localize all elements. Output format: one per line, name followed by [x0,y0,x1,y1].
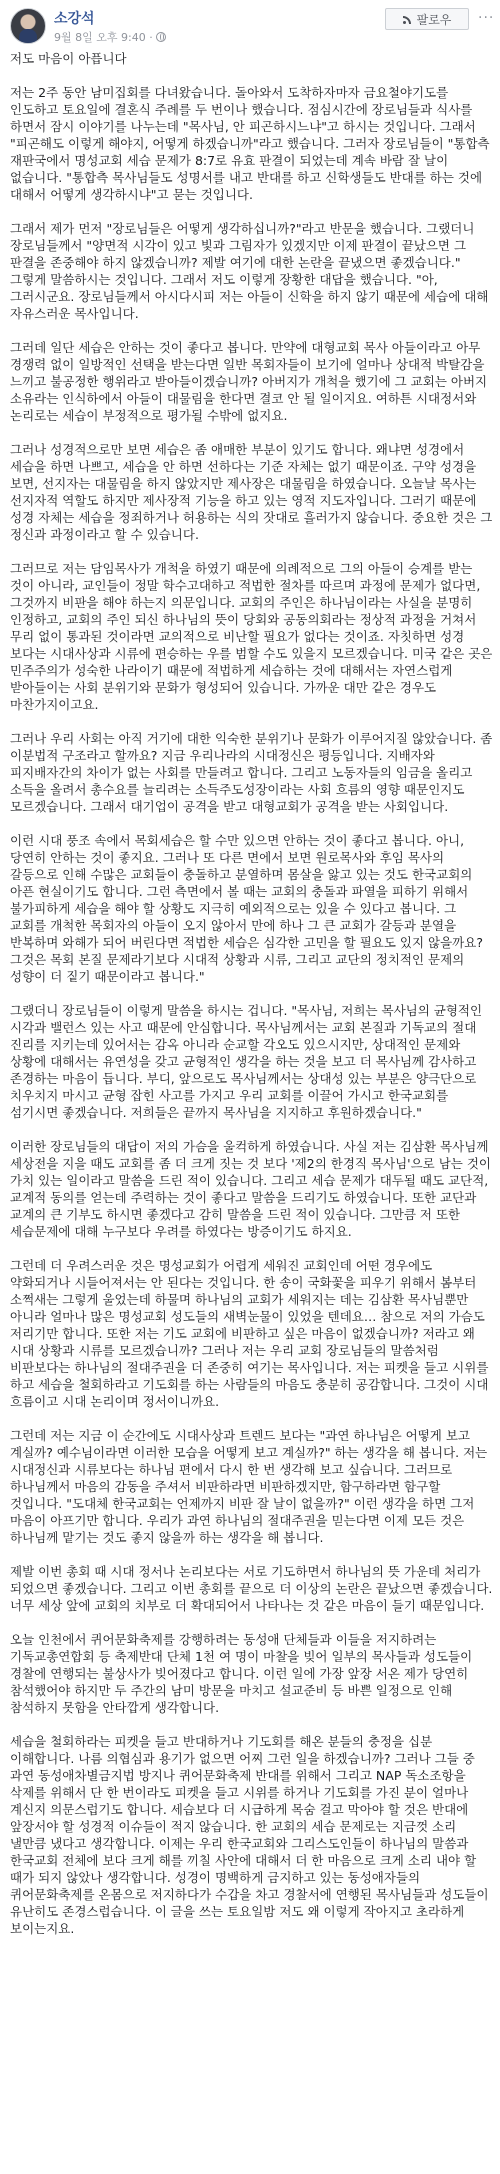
more-icon[interactable]: ··· [478,10,495,26]
post-paragraph: 이런 시대 풍조 속에서 목회세습은 할 수만 있으면 안하는 것이 좋다고 봅니다. 아니, 당연히 안하는 것이 좋지요. 그러나 또 다른 면에서 보면 원로목사와 후임 목사의 갈등으로 인해 수많은 교회들이 충돌하고 분열하며 몸살을 앓고 있는 것도 한국교회의 아픈 현실이기도 합니다. 그런 측면에서 볼 때는 교회의 충돌과 파열을 피하기 위해서 불가피하게 세습을 해야 할 상황도 지극히 예외적으로는 있을 수 있다고 봅니다. 그 교회를 개척한 목회자의 아들이 오지 않아서 만에 하나 그 큰 교회가 갈등과 분열을 반복하며 와해가 되어 버린다면 적법한 세습은 심각한 고민을 할 필요도 있지 않을까요? 그것은 목회 본질 문제라기보다 시대적 상황과 시류, 그리고 교단의 정치적인 문제의 성향이 더 짙기 때문이라고 봅니다." [10,833,487,984]
follow-label: 팔로우 [416,12,452,27]
post-paragraph: 그런데 저는 지금 이 순간에도 시대사상과 트렌드 보다는 "과연 하나님은 어떻게 보고 계실까? 예수님이라면 이러한 모습을 어떻게 보고 계실까?" 하는 생각을 해 봅니다. 저는 시대정신과 시류보다는 하나님 편에서 다시 한 번 생각해 보고 싶습니다. 그러므로 하나님께서 마음의 감동을 주셔서 비판하라면 비판하겠지만, 함구하라면 함구할 것입니다. "도대체 한국교회는 언제까지 비판 잘 날이 없을까?" 이런 생각을 하면 그저 마음이 아프기만 합니다. 우리가 과연 하나님의 절대주권을 믿는다면 이제 모든 것은 하나님께 맡기는 것도 좋지 않을까 하는 생각을 해 봅니다. [10,1428,492,1545]
follow-button[interactable] [385,8,469,30]
post-paragraph: 저는 2주 동안 남미집회를 다녀왔습니다. 돌아와서 도착하자마자 금요철야기도를 인도하고 토요일에 결혼식 주례를 두 번이나 했습니다. 점심시간에 장로님들과 식사를 하면서 잠시 이야기를 나누는데 "목사님, 안 피곤하시느냐"고 하시는 것입니다. 그래서 "피곤해도 이렇게 해야지, 어떻게 하겠습니까"라고 했습니다. 그러자 장로님들이 "통합측 재판국에서 명성교회 세습 문제가 8:7로 유효 판결이 되었는데 계속 바람 잘 날이 없습니다. "통합측 목사님들도 성명서를 내고 반대를 하고 신학생들도 반대를 하는 것에 대해서 어떻게 생각하시냐"고 묻는 것입니다. [10,85,494,202]
post-body [10,50,497,1954]
profile-avatar[interactable] [10,8,46,44]
globe-icon [156,32,166,42]
post-paragraph: 그래서 제가 먼저 "장로님들은 어떻게 생각하십니까?"라고 반문을 했습니다. 그랬더니 장로님들께서 "양면적 시각이 있고 빛과 그림자가 있겠지만 이제 판결이 끝났으면 그 판결을 존중해야 하지 않겠습니까? 제발 여기에 대한 논란을 끝냈으면 좋겠습니다." 그렇게 말씀하시는 것입니다. 그래서 저도 이렇게 장황한 대답을 했습니다. "아, 그러시군요. 장로님들께서 아시다시피 저는 아들이 신학을 하지 않기 때문에 세습에 대해 자유스러운 목사입니다. [10,221,493,321]
author-name[interactable]: 소강석 [54,11,95,27]
post-paragraph: 그런데 더 우려스러운 것은 명성교회가 어렵게 세워진 교회인데 어떤 경우에도 약화되거나 시들어져서는 안 된다는 것입니다. 한 송이 국화꽃을 피우기 위해서 봄부터 소쩍새는 그렇게 울었는데 하물며 하나님의 교회가 세워지는 데는 김삼환 목사님뿐만 아니라 얼마나 많은 명성교회 성도들의 새벽눈물이 있었을 텐데요… 참으로 저의 가슴도 저리기만 합니다. 또한 저는 기도 교회에 비판하고 싶은 마음이 없겠습니까? 저라고 왜 시대 상황과 시류를 모르겠습니까? 그러나 저는 우리 교회 장로님들의 말씀처럼 비판보다는 하나님의 절대주권을 더 존중히 여기는 목사입니다. 저는 피켓을 들고 시위를 하고 세습을 철회하라고 기도회를 하는 사람들의 마음도 충분히 공감합니다. 그것이 시대 흐름이고 시대 논리이며 정서이니까요. [10,1258,493,1409]
post-paragraph: 저도 마음이 아픕니다 [10,51,127,66]
post-paragraph: 그랬더니 장로님들이 이렇게 말씀을 하시는 겁니다. "목사님, 저희는 목사님의 균형적인 시각과 밸런스 있는 사고 때문에 안심합니다. 목사님께서는 교회 본질과 기독교의 절대 진리를 지키는데 있어서는 감옥 아니라 순교할 각오도 있으시지만, 상대적인 문제와 상황에 대해서는 유연성을 갖고 균형적인 생각을 하는 것을 보고 더 목사님께 감사하고 존경하는 마음이 듭니다. 부디, 앞으로도 목사님께서는 상대성 있는 부분은 양극단으로 치우치지 마시고 균형 잡힌 사고를 가지고 우리 교회를 이끌어 가시고 한국교회를 섬기시면 좋겠습니다. 저희들은 끝까지 목사님을 지지하고 후원하겠습니다." [10,1003,487,1120]
post-meta [54,29,166,45]
post-paragraph: 세습을 철회하라는 피켓을 들고 반대하거나 기도회를 해온 분들의 충정을 십분 이해합니다. 나름 의협심과 용기가 없으면 어찌 그런 일을 하겠습니까? 그러나 그들 중 과연 동성애차별금지법 방지나 퀴어문화축제 반대를 위해서 그리고 NAP 독소조항을 삭제를 위해서 단 한 번이라도 피켓을 들고 시위를 하거나 기도회를 가진 분이 얼마나 계신지 의문스럽기도 합니다. 세습보다 더 시급하게 목숨 걸고 막아야 할 것은 반대에 앞장서야 할 성경적 이슈들이 적지 않습니다. 한 교회의 세습 문제로는 지금껏 소리 낼만큼 냈다고 생각합니다. 이제는 우리 한국교회와 그리스도인들이 하나님의 말씀과 한국교회 전체에 보다 크게 해를 끼칠 사안에 대해서 더 한 마음으로 크게 소리 내야 할 때가 되지 않았나 생각합니다. 성경이 명백하게 금지하고 있는 동성애자들의 퀴어문화축제를 온몸으로 저지하다가 수갑을 차고 경찰서에 연행된 목사님들과 성도들이 유난히도 존경스럽습니다. 이 글을 쓰는 토요일밤 저도 왜 이렇게 작아지고 초라하게 보이는지요. [10,1734,493,1936]
rss-icon [403,14,413,24]
post-paragraph: 그러므로 저는 담임목사가 개척을 하였기 때문에 의례적으로 그의 아들이 승계를 받는 것이 아니라, 교인들이 정말 학수고대하고 적법한 절차를 따르며 과정에 문제가 없다면, 그것까지 비판을 해야 하는지 의문입니다. 교회의 주인은 하나님이라는 사실을 분명히 인정하고, 교회의 주인 되신 하나님의 뜻이 당회와 공동의회라는 정상적 과정을 거쳐서 무리 없이 통과된 것이라면 교의적으로 비난할 필요가 없다는 것이죠. 자칫하면 성경 보다는 시대사상과 시류에 편승하는 우를 범할 수도 있을지 모르겠습니다. 미국 같은 곳은 민주주의가 성숙한 나라이기 때문에 적법하게 세습하는 것에 대해서는 자연스럽게 받아들이는 사회 분위기와 문화가 형성되어 있습니다. 가까운 대만 같은 경우도 마찬가지이고요. [10,561,497,712]
post-paragraph: 그러데 일단 세습은 안하는 것이 좋다고 봅니다. 만약에 대형교회 목사 아들이라고 아무 경쟁력 없이 일방적인 선택을 받는다면 일반 목회자들이 보기에 얼마나 상대적 박탈감을 느끼고 불공정한 행위라고 받아들이겠습니까? 아버지가 개척을 했기에 그 교회는 아버지 소유라는 인식하에서 아들이 대물림을 한다면 결코 안 될 일이지요. 여하튼 시대정서와 논리로는 세습이 부정적으로 평가될 수밖에 없지요. [10,340,492,423]
post-timestamp[interactable]: 9월 8일 오후 9:40 · [54,31,153,44]
post-paragraph: 그러나 성경적으로만 보면 세습은 좀 애매한 부분이 있기도 합니다. 왜냐면 성경에서 세습을 하면 나쁘고, 세습을 안 하면 선하다는 기준 자체는 없기 때문이죠. 구약 성경을 보면, 선지자는 대물림을 하지 않았지만 제사장은 대물림을 하였습니다. 오늘날 목사는 선지자적 역할도 하지만 제사장적 기능을 하고 있는 영적 지도자입니다. 그러기 때문에 성경 자체는 세습을 정죄하거나 허용하는 식의 잣대로 흘러가지 않습니다. 중요한 것은 그 정신과 과정이라고 할 수 있습니다. [10,442,497,542]
post-paragraph: 이러한 장로님들의 대답이 저의 가슴을 울컥하게 하였습니다. 사실 저는 김삼환 목사님께 세상전을 지을 때도 교회를 좀 더 크게 짓는 것 보다 '제2의 한경직 목사님'으로 남는 것이 가치 있는 일이라고 말씀을 드린 적이 있습니다. 그리고 세습 문제가 대두될 때도 교단적, 교계적 동의를 얻는데 주력하는 것이 좋다고 말씀을 드리기도 하였습니다. 또한 교단과 교계의 큰 기부도 하시면 좋겠다고 감히 말씀을 드린 적이 있습니다. 그만큼 저 또한 세습문제에 대해 누구보다 우려를 하였다는 방증이기도 하지요. [10,1139,495,1239]
post-paragraph: 제발 이번 총회 때 시대 정서나 논리보다는 서로 기도하면서 하나님의 뜻 가운데 처리가 되었으면 좋겠습니다. 그리고 이번 총회를 끝으로 더 이상의 논란은 끝났으면 좋겠습니다. 너무 세상 앞에 교회의 치부로 더 확대되어서 나타나는 것 같은 마음이 들기 때문입니다. [10,1564,497,1613]
post-paragraph: 그러나 우리 사회는 아직 거기에 대한 익숙한 분위기나 문화가 이루어지질 않았습니다. 좀 이분법적 구조라고 할까요? 지금 우리나라의 시대정신은 평등입니다. 지배자와 피지배자간의 차이가 없는 사회를 만들려고 합니다. 그리고 노동자들의 임금을 올리고 소득을 올려서 총수요를 늘리려는 소득주도성장이라는 사회 흐름의 영향 때문인지도 모르겠습니다. 그래서 대기업이 공격을 받고 대형교회가 공격을 받는 사회입니다. [10,731,497,814]
post-paragraph: 오늘 인천에서 퀴어문화축제를 강행하려는 동성애 단체들과 이들을 저지하려는 기독교총연합회 등 축제반대 단체 1천 여 명이 마찰을 빚어 일부의 목사들과 성도들이 경찰에 연행되는 불상사가 빚어졌다고 합니다. 이런 일에 가장 앞장 서온 제가 당연히 참석했어야 하지만 두 주간의 남미 방문을 마치고 설교준비 등 바쁜 일정으로 인해 참석하지 못함을 안타깝게 생각합니다. [10,1632,477,1715]
